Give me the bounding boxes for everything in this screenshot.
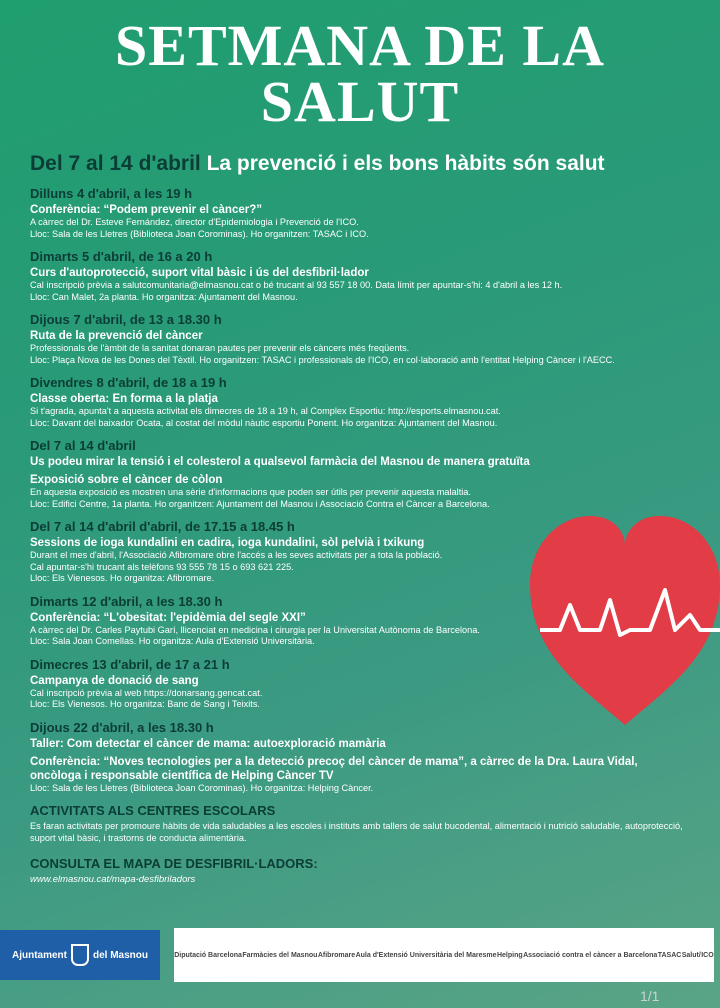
sponsor-logo xyxy=(497,952,523,959)
sponsor-logo xyxy=(682,952,701,959)
event-detail-line: Cal inscripció prèvia a salutcomunitaria@elmasnou.cat o bé trucant al 93 557 18 00. Data límit per apuntar-s'hi: 4 d'abril a les 12 h. xyxy=(30,280,563,290)
event-item xyxy=(30,375,690,429)
event-detail-line: Lloc: Can Malet, 2a planta. Ho organitza: Ajuntament del Masnou. xyxy=(30,291,298,302)
sponsor-logo xyxy=(318,952,355,959)
event-detail-line: A càrrec del Dr. Esteve Fernández, director d'Epidemiologia i Prevenció de l'ICO. xyxy=(30,217,359,227)
sponsor-name: Salut/ xyxy=(681,951,701,959)
event-item xyxy=(30,186,690,240)
event-detail-line: Lloc: Sala Joan Comellas. Ho organitza: Aula d'Extensió Universitària. xyxy=(30,636,315,646)
event-detail-line: Cal inscripció prèvia al web https://donarsang.gencat.cat. xyxy=(30,687,263,698)
coat-of-arms-icon xyxy=(71,944,89,966)
event-title: Conferència: “L'obesitat: l'epidèmia del segle XXI” xyxy=(30,611,306,624)
event-date: Divendres 8 d'abril, de 18 a 19 h xyxy=(30,375,227,390)
title-line-2: SALUT xyxy=(260,69,460,134)
section-spacer xyxy=(30,844,690,852)
sponsor-name: TASAC xyxy=(657,951,682,959)
sponsor-name: Associació contra el càncer a Barcelona xyxy=(523,951,658,959)
sponsor-name: Helping xyxy=(496,951,523,959)
sponsor-logos xyxy=(174,928,714,982)
event-date: Del 7 al 14 d'abril d'abril, de 17.15 a 18.45 h xyxy=(30,519,295,534)
event-item xyxy=(30,312,690,366)
ajuntament-label-left: Ajuntament xyxy=(11,949,67,961)
sponsor-name: ICO xyxy=(701,951,714,959)
event-detail-line: Lloc: Davant del baixador Ocata, al costat del mòdul nàutic esportiu Ponent. Ho organitza: Ajuntament del Masnou. xyxy=(30,417,498,428)
sponsor-name: Afibromare xyxy=(317,951,356,959)
sponsor-name: Aula d'Extensió Universitària del Maresme xyxy=(355,951,497,959)
event-title-secondary: Exposició sobre el càncer de còlon xyxy=(30,474,223,486)
event-detail-line: Lloc: Edifici Centre, 1a planta. Ho organitzen: Ajuntament del Masnou i Associació Contra el Càncer a Barcelona. xyxy=(30,498,490,509)
event-date: Dilluns 4 d'abril, a les 19 h xyxy=(30,186,193,201)
subtitle-slogan: La prevenció i els bons hàbits són salut xyxy=(206,152,605,175)
event-detail-line: Durant el mes d'abril, l'Associació Afibromare obre l'accés a les seves activitats per a tota la població. xyxy=(30,550,443,560)
event-item xyxy=(30,438,690,510)
sponsor-logo xyxy=(701,952,713,959)
event-detail-line: Lloc: Sala de les Lletres (Biblioteca Joan Corominas). Ho organitzen: TASAC i ICO. xyxy=(30,228,369,239)
event-title: Campanya de donació de sang xyxy=(30,674,199,687)
heart-icon xyxy=(525,505,720,730)
subtitle-dates: Del 7 al 14 d'abril xyxy=(30,152,201,175)
event-title: Us podeu mirar la tensió i el colesterol a qualsevol farmàcia del Masnou de manera gratuïta xyxy=(30,456,530,468)
event-detail-line: Si t'agrada, apunta't a aquesta activitat els dimecres de 18 a 19 h, al Complex Esportiu: http://esports.elmasnou.cat. xyxy=(30,406,501,416)
sponsor-logo xyxy=(523,952,657,959)
event-title: Classe oberta: En forma a la platja xyxy=(30,393,218,405)
sponsor-name: Farmàcies del Masnou xyxy=(242,951,318,959)
map-link[interactable]: www.elmasnou.cat/mapa-desfibriladors xyxy=(30,874,196,885)
event-detail-line: Lloc: Els Vienesos. Ho organitza: Afibromare. xyxy=(30,573,215,583)
event-item xyxy=(30,720,690,795)
title-line-1: SETMANA DE LA xyxy=(115,13,605,78)
event-date: Dimarts 12 d'abril, a les 18.30 h xyxy=(30,593,223,609)
ajuntament-logo xyxy=(0,930,160,980)
event-title: Curs d'autoprotecció, suport vital bàsic i ús del desfibril·lador xyxy=(30,267,369,279)
event-detail-line: Lloc: Els Vienesos. Ho organitza: Banc de Sang i Teixits. xyxy=(30,699,260,709)
event-item xyxy=(30,249,690,303)
event-date: Dimecres 13 d'abril, de 17 a 21 h xyxy=(30,656,230,672)
event-detail-line: A càrrec del Dr. Carles Paytubi Garí, llicenciat en medicina i cirurgia per la Universitat Autònoma de Barcelona. xyxy=(30,624,480,635)
event-date: Dijous 7 d'abril, de 13 a 18.30 h xyxy=(30,312,222,327)
event-title: Sessions de ioga kundalini en cadira, ioga kundalini, sòl pelvià i txikung xyxy=(30,537,425,549)
map-heading: CONSULTA EL MAPA DE DESFIBRIL·LADORS: xyxy=(30,856,318,871)
event-title-secondary: Conferència: “Noves tecnologies per a la detecció precoç del càncer de mama”, a càrrec de la Dra. Laura Vidal, oncòloga i responsable científica de Helping Càncer TV xyxy=(30,755,638,782)
event-title: Ruta de la prevenció del càncer xyxy=(30,330,203,342)
sponsor-logo xyxy=(356,952,497,959)
schools-text: Es faran activitats per promoure hàbits de vida saludables a les escoles i instituts amb tallers de salut bucodental, alimentació i nutrició saludable, autoprotecció, suport vital bàsic, i trastorns de conducta alimentària. xyxy=(30,821,683,843)
event-date: Del 7 al 14 d'abril xyxy=(30,438,136,453)
sponsor-name: Diputació Barcelona xyxy=(174,951,242,959)
sponsor-logo xyxy=(174,952,242,959)
poster-subtitle xyxy=(30,152,710,176)
event-date: Dijous 22 d'abril, a les 18.30 h xyxy=(30,719,214,735)
event-title: Conferència: “Podem prevenir el càncer?” xyxy=(30,204,262,216)
sponsor-logo xyxy=(658,952,682,959)
sponsor-logo xyxy=(242,952,317,959)
ajuntament-label-right: del Masnou xyxy=(92,949,148,961)
event-detail-line: Professionals de l'àmbit de la sanitat donaran pautes per prevenir els càncers més freqüents. xyxy=(30,343,410,353)
schools-heading: ACTIVITATS ALS CENTRES ESCOLARS xyxy=(30,803,276,818)
event-date: Dimarts 5 d'abril, de 16 a 20 h xyxy=(30,249,213,264)
event-detail-line: Lloc: Sala de les Lletres (Biblioteca Joan Corominas). Ho organitza: Helping Càncer. xyxy=(30,782,374,793)
event-title: Taller: Com detectar el càncer de mama: autoexploració mamària xyxy=(30,737,386,750)
event-detail-line: En aquesta exposició es mostren una sèrie d'informacions que poden ser útils per prevenir aquesta malaltia. xyxy=(30,487,471,497)
poster-title xyxy=(0,13,720,134)
event-detail-line: Lloc: Plaça Nova de les Dones del Tèxtil. Ho organitzen: TASAC i professionals de l'ICO, en col·laboració amb l'entitat Helping Càncer i l'AECC. xyxy=(30,354,615,365)
page-number: 1/1 xyxy=(640,988,660,1004)
event-detail-line: Cal apuntar-s'hi trucant als telèfons 93 555 78 15 o 693 621 225. xyxy=(30,561,294,572)
footer-logos xyxy=(0,922,720,984)
